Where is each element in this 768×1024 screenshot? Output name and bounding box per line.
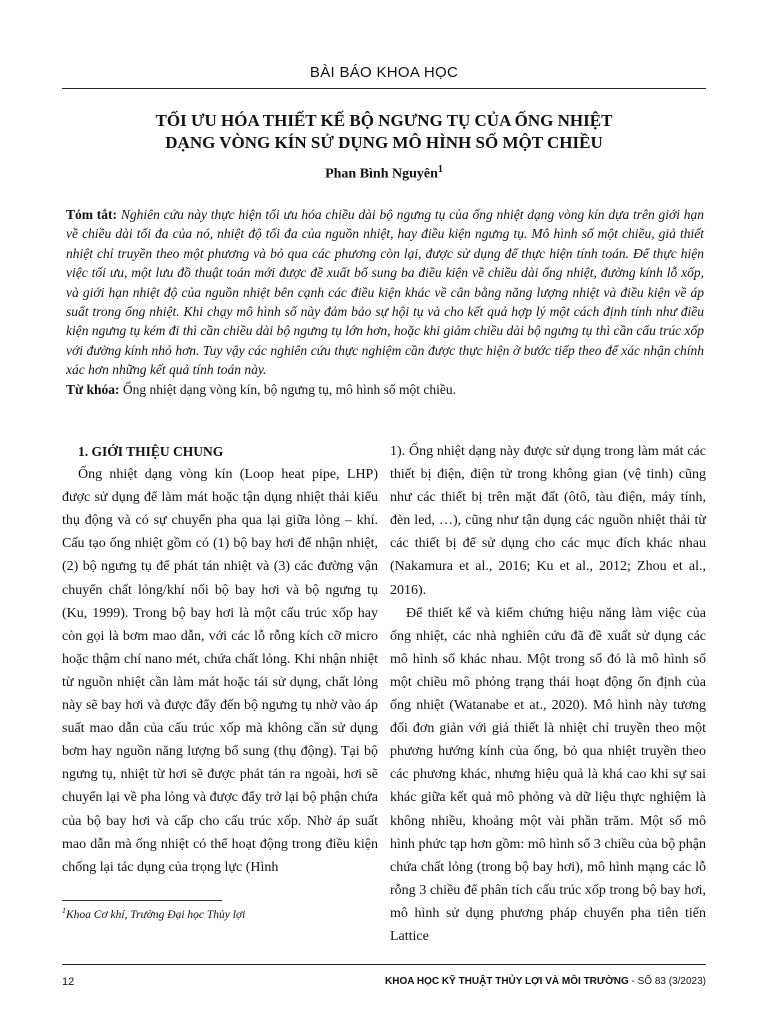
footnote-mark: 1 [62, 906, 66, 915]
abstract [66, 205, 704, 399]
section-label: BÀI BÁO KHOA HỌC [309, 64, 459, 81]
section-heading: 1. GIỚI THIỆU CHUNG [78, 444, 224, 459]
abstract-text: Nghiên cứu này thực hiện tối ưu hóa chiều dài bộ ngưng tụ của ống nhiệt dạng vòng kín dựa trên giới hạn về chiều dài tối đa của nó, nhiệt độ tối đa của nguồn nhiệt, hay điều kiện ngưng tụ. Mô hình số một chiều, giả thiết nhiệt chỉ truyền theo một phương và bỏ qua các phương còn lại, được sử dụng để thực hiện tính toán. Để thực hiện việc tối ưu, một lưu đồ thuật toán mới được đề xuất bổ sung ba điều kiện về chiều dài ống nhiệt, đường kính lỗ xốp, và giới hạn nhiệt độ của nguồn nhiệt bên cạnh các điều kiện khác về cân bằng năng lượng nhiệt và điều kiện về áp suất trong ống nhiệt. Khi chạy mô hình số này đảm bảo sự hội tụ và cho kết quả hợp lý một cách định tính như điều kiện ngưng tụ kém đi thì cần chiều dài bộ ngưng tụ lớn hơn, hoặc khi giảm chiều dài bộ ngưng tụ thì cần cấu trúc xốp với đường kính nhỏ hơn. Tuy vậy các nghiên cứu thực nghiệm cần được thực hiện ở bước tiếp theo để xác nhận chính xác hơn những kết quả tính toán này. [66, 207, 705, 378]
header-rule [62, 88, 706, 89]
intro-paragraph-1: Ống nhiệt dạng vòng kín (Loop heat pipe, LHP) được sử dụng để làm mát hoặc tận dụng nhiệt thải kiểu thụ động và có sự chuyển pha qua lại giữa lỏng – khí. Cấu tạo ống nhiệt gồm có (1) bộ bay hơi để nhận nhiệt, (2) bộ ngưng tụ để phát tán nhiệt và (3) các đường vận chuyển chất lỏng/khí nối bộ bay hơi và bộ ngưng tụ (Ku, 1999). Trong bộ bay hơi là một cấu trúc xốp hay còn gọi là bơm mao dẫn, với các lỗ rỗng kích cỡ micro hoặc thậm chí nano mét, chứa chất lỏng. Khi nhận nhiệt từ nguồn nhiệt cần làm mát hoặc tái sử dụng, chất lỏng này sẽ bay hơi và được đẩy đến bộ ngưng tụ nhờ vào áp suất mao dẫn của cấu trúc xốp mà không cần sử dụng bơm hay nguồn năng lượng bổ sung (thụ động). Tại bộ ngưng tụ, nhiệt từ hơi sẽ được phát tán ra ngoài, hơi sẽ chuyển lại về pha lỏng và được đẩy trở lại bộ phận chứa của bộ bay hơi và cấp cho cấu trúc xốp. Nhờ áp suất mao dẫn mà ống nhiệt có thể hoạt động trong điều kiện chống lại tác dụng của trọng lực (Hình [62, 467, 378, 875]
keywords [66, 380, 704, 399]
left-column [62, 440, 378, 879]
article-title [62, 110, 706, 154]
author-affiliation-mark: 1 [437, 164, 443, 175]
intro-paragraph-1-continued: 1). Ống nhiệt dạng này được sử dụng trong làm mát các thiết bị điện, điện tử trong không gian (vệ tinh) cũng như các thiết bị trên mặt đất (ôtô, tàu điện, máy tính, đèn led, …), cũng như tận dụng các nguồn nhiệt thải từ các thiết bị để sử dụng cho các mục đích khác nhau (Nakamura et al., 2016; Ku et al., 2012; Zhou et al., 2016). [390, 444, 706, 598]
author-line [62, 164, 706, 183]
page-number: 12 [62, 976, 75, 988]
journal-name: KHOA HỌC KỸ THUẬT THỦY LỢI VÀ MÔI TRƯỜNG [385, 976, 629, 987]
keywords-label: Từ khóa: [66, 381, 120, 397]
footer-rule [62, 964, 706, 965]
intro-paragraph-2: Để thiết kế và kiểm chứng hiệu năng làm việc của ống nhiệt, các nhà nghiên cứu đã đề xuất sử dụng các mô hình số khác nhau. Một trong số đó là mô hình số một chiều mô phỏng trạng thái hoạt động ổn định của ống nhiệt (Watanabe et at., 2020). Mô hình này tương đối đơn giản với giả thiết là nhiệt chỉ truyền theo một phương hướng kính của ống, bỏ qua nhiệt truyền theo các phương khác, nhưng hiệu quả là khá cao khi sự sai khác giữa kết quả mô phỏng và dữ liệu thực nghiệm là không nhiều, khoảng một vài phần trăm. Một số mô hình phức tạp hơn gồm: mô hình số 3 chiều của bộ phận chứa chất lỏng (trong bộ bay hơi), mô hình mạng các lỗ rỗng 3 chiều để phân tích cấu trúc xốp trong bộ bay hơi, mô hình sử dụng phương pháp chuyển pha tiên tiến Lattice [390, 605, 706, 944]
footnote [62, 906, 378, 921]
keywords-text: Ống nhiệt dạng vòng kín, bộ ngưng tụ, mô hình số một chiều. [122, 381, 457, 397]
journal-footer [385, 976, 706, 987]
abstract-label: Tóm tắt: [66, 207, 118, 222]
footnote-text: Khoa Cơ khí, Trường Đại học Thủy lợi [66, 908, 246, 921]
journal-issue: - SỐ 83 (3/2023) [628, 976, 706, 987]
author-name: Phan Bình Nguyên [325, 166, 438, 182]
title-line-1: TỐI ƯU HÓA THIẾT KẾ BỘ NGƯNG TỤ CỦA ỐNG NHIỆT [155, 111, 613, 130]
footnote-rule [62, 900, 222, 901]
title-line-2: DẠNG VÒNG KÍN SỬ DỤNG MÔ HÌNH SỐ MỘT CHIỀU [165, 133, 603, 152]
right-column [390, 440, 706, 948]
